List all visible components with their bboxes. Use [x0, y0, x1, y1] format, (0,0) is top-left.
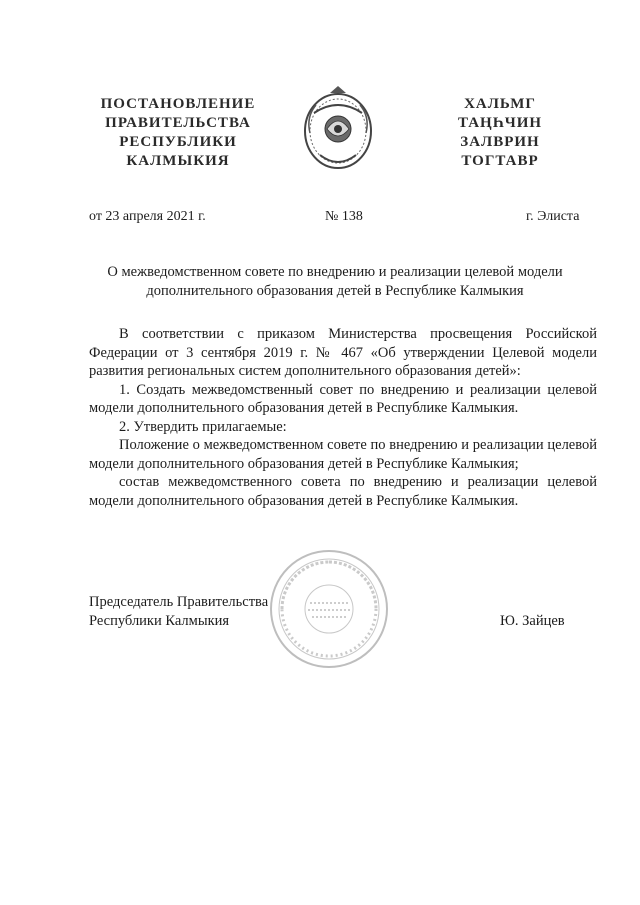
header-left-line: ПОСТАНОВЛЕНИЕ: [100, 96, 256, 112]
document-date: от 23 апреля 2021 г.: [89, 209, 206, 224]
signatory-position: [89, 593, 268, 631]
signatory-position-line: Председатель Правительства: [89, 594, 269, 610]
title-line: О межведомственном совете по внедрению и реализации целевой модели: [107, 264, 563, 280]
document-title: [80, 263, 590, 301]
paragraph-item-1: 1. Создать межведомственный совет по внедрению и реализации целевой модели дополнительного образования детей в Республике Калмыкия.: [89, 381, 597, 416]
document-city: г. Элиста: [526, 209, 580, 224]
official-stamp-seal: [268, 548, 390, 670]
header-right-line: ЗАЛВРИН: [460, 134, 540, 150]
document-number: № 138: [325, 209, 363, 224]
paragraph-regulation: Положение о межведомственном совете по внедрению и реализации целевой модели дополнительного образования детей в Республике Калмыкия;: [89, 437, 597, 472]
header-left-line: ПРАВИТЕЛЬСТВА: [105, 115, 251, 131]
signatory-position-line: Республики Калмыкия: [89, 613, 230, 629]
header-right-line: ТОГТАВР: [461, 153, 539, 169]
paragraph-composition: состав межведомственного совета по внедрению и реализации целевой модели дополнительного образования детей в Республике Калмыкия.: [89, 474, 597, 509]
header-title-russian: [88, 95, 268, 171]
document-body: [89, 325, 597, 510]
header-right-line: ХАЛЬМГ: [464, 96, 536, 112]
paragraph-item-2: 2. Утвердить прилагаемые:: [119, 418, 287, 435]
header-left-line: РЕСПУБЛИКИ: [119, 134, 237, 150]
header-title-kalmyk: [445, 95, 555, 171]
coat-of-arms-emblem: [300, 83, 376, 173]
paragraph-preamble: В соответствии с приказом Министерства просвещения Российской Федерации от 3 сентября 2019 г. № 467 «Об утверждении Целевой модели развития региональных систем дополнительного образования детей»:: [89, 326, 597, 379]
signatory-name: Ю. Зайцев: [500, 613, 565, 629]
header-left-line: КАЛМЫКИЯ: [126, 153, 230, 169]
title-line: дополнительного образования детей в Республике Калмыкия: [146, 283, 524, 299]
header-right-line: ТАҢҺЧИН: [457, 115, 543, 131]
